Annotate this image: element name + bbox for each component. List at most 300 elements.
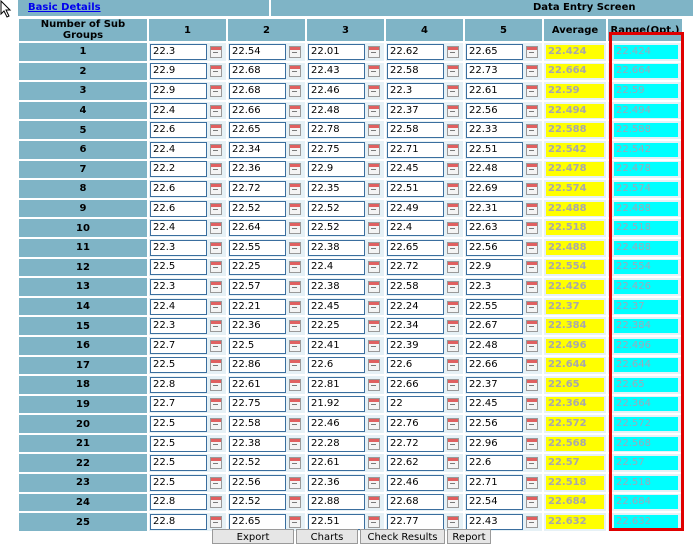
value-input[interactable] [308, 475, 365, 491]
value-text: 22.71 [390, 143, 419, 155]
value-input[interactable] [308, 338, 365, 354]
value-input[interactable] [466, 142, 523, 158]
value-input[interactable] [308, 436, 365, 452]
value-input[interactable] [387, 122, 444, 138]
value-input[interactable] [150, 338, 207, 354]
value-input[interactable] [229, 63, 286, 79]
calendar-icon[interactable] [526, 398, 538, 410]
calendar-icon[interactable] [526, 124, 538, 136]
calendar-icon[interactable] [289, 398, 301, 410]
calendar-icon[interactable] [210, 457, 222, 469]
value-input[interactable] [466, 240, 523, 256]
range-value: 22.488 [614, 241, 678, 255]
value-input[interactable] [308, 396, 365, 412]
calendar-icon[interactable] [447, 398, 459, 410]
calendar-icon[interactable] [447, 65, 459, 77]
value-input[interactable] [466, 161, 523, 177]
calendar-icon[interactable] [210, 65, 222, 77]
value-input[interactable] [308, 142, 365, 158]
value-input[interactable] [150, 103, 207, 119]
value-input[interactable] [150, 299, 207, 315]
calendar-icon[interactable] [447, 183, 459, 195]
calendar-icon[interactable] [368, 261, 380, 273]
calendar-icon[interactable] [447, 516, 459, 528]
value-input[interactable] [466, 103, 523, 119]
calendar-icon[interactable] [526, 477, 538, 489]
value-input[interactable] [229, 201, 286, 217]
header-col-4: 4 [386, 19, 463, 41]
value-cell [149, 82, 226, 100]
value-input[interactable] [466, 44, 523, 60]
value-input[interactable] [150, 122, 207, 138]
value-input[interactable] [229, 455, 286, 471]
value-input[interactable] [387, 63, 444, 79]
value-input[interactable] [150, 455, 207, 471]
range-cell [608, 494, 682, 512]
calendar-icon[interactable] [368, 105, 380, 117]
calendar-icon[interactable] [289, 418, 301, 430]
calendar-icon[interactable] [526, 281, 538, 293]
value-input[interactable] [229, 142, 286, 158]
value-input[interactable] [308, 357, 365, 373]
average-value: 22.496 [546, 339, 604, 353]
calendar-icon[interactable] [368, 65, 380, 77]
calendar-icon[interactable] [368, 222, 380, 234]
calendar-icon[interactable] [289, 477, 301, 489]
calendar-icon[interactable] [289, 144, 301, 156]
value-text: 22.41 [311, 339, 340, 351]
calendar-icon[interactable] [210, 261, 222, 273]
value-input[interactable] [387, 514, 444, 530]
value-input[interactable] [308, 83, 365, 99]
value-input[interactable] [229, 181, 286, 197]
calendar-icon[interactable] [289, 320, 301, 332]
value-input[interactable] [229, 279, 286, 295]
value-text: 22.55 [469, 300, 498, 312]
value-text: 22.45 [390, 163, 419, 175]
value-input[interactable] [308, 220, 365, 236]
calendar-icon[interactable] [289, 340, 301, 352]
calendar-icon[interactable] [368, 477, 380, 489]
calendar-icon[interactable] [526, 144, 538, 156]
average-cell [544, 396, 606, 414]
calendar-icon[interactable] [447, 222, 459, 234]
calendar-icon[interactable] [289, 281, 301, 293]
value-input[interactable] [150, 318, 207, 334]
value-input[interactable] [308, 240, 365, 256]
value-input[interactable] [387, 161, 444, 177]
calendar-icon[interactable] [447, 438, 459, 450]
subgroup-number: 15 [19, 317, 147, 335]
value-input[interactable] [229, 220, 286, 236]
check-results-button[interactable]: Check Results [360, 529, 445, 544]
calendar-icon[interactable] [526, 301, 538, 313]
value-input[interactable] [387, 279, 444, 295]
value-input[interactable] [229, 299, 286, 315]
value-input[interactable] [150, 83, 207, 99]
calendar-icon[interactable] [368, 340, 380, 352]
value-cell [149, 435, 226, 453]
calendar-icon[interactable] [447, 124, 459, 136]
calendar-icon[interactable] [447, 477, 459, 489]
calendar-icon[interactable] [368, 281, 380, 293]
value-input[interactable] [466, 455, 523, 471]
calendar-icon[interactable] [526, 222, 538, 234]
value-input[interactable] [150, 259, 207, 275]
calendar-icon[interactable] [210, 477, 222, 489]
value-input[interactable] [308, 201, 365, 217]
calendar-icon[interactable] [210, 301, 222, 313]
value-input[interactable] [150, 279, 207, 295]
calendar-icon[interactable] [526, 105, 538, 117]
calendar-icon[interactable] [526, 320, 538, 332]
table-row [19, 43, 682, 61]
value-input[interactable] [308, 259, 365, 275]
calendar-icon[interactable] [447, 281, 459, 293]
value-input[interactable] [150, 240, 207, 256]
value-text: 22.67 [469, 320, 498, 332]
calendar-icon[interactable] [289, 65, 301, 77]
subgroup-number: 19 [19, 396, 147, 414]
calendar-icon[interactable] [447, 496, 459, 508]
calendar-icon[interactable] [289, 359, 301, 371]
value-input[interactable] [466, 259, 523, 275]
value-input[interactable] [308, 103, 365, 119]
value-input[interactable] [387, 220, 444, 236]
calendar-icon[interactable] [210, 418, 222, 430]
value-text: 22.58 [390, 280, 419, 292]
value-input[interactable] [229, 494, 286, 510]
value-input[interactable] [466, 377, 523, 393]
value-input[interactable] [308, 377, 365, 393]
calendar-icon[interactable] [368, 242, 380, 254]
value-input[interactable] [229, 83, 286, 99]
value-input[interactable] [229, 338, 286, 354]
calendar-icon[interactable] [526, 379, 538, 391]
value-input[interactable] [387, 44, 444, 60]
value-input[interactable] [150, 416, 207, 432]
average-value: 22.488 [546, 202, 604, 216]
subgroup-number: 22 [19, 454, 147, 472]
value-input[interactable] [387, 103, 444, 119]
calendar-icon[interactable] [289, 85, 301, 97]
value-input[interactable] [150, 201, 207, 217]
range-cell [608, 102, 682, 120]
value-input[interactable] [229, 103, 286, 119]
average-value: 22.426 [546, 280, 604, 294]
calendar-icon[interactable] [447, 418, 459, 430]
value-input[interactable] [308, 161, 365, 177]
calendar-icon[interactable] [368, 398, 380, 410]
value-input[interactable] [387, 396, 444, 412]
value-input[interactable] [229, 436, 286, 452]
value-text: 22.71 [469, 476, 498, 488]
calendar-icon[interactable] [368, 516, 380, 528]
value-input[interactable] [466, 318, 523, 334]
calendar-icon[interactable] [447, 85, 459, 97]
calendar-icon[interactable] [447, 359, 459, 371]
calendar-icon[interactable] [210, 496, 222, 508]
value-input[interactable] [150, 377, 207, 393]
basic-details-link[interactable]: Basic Details [28, 2, 101, 13]
calendar-icon[interactable] [289, 163, 301, 175]
calendar-icon[interactable] [447, 242, 459, 254]
value-input[interactable] [387, 475, 444, 491]
value-input[interactable] [466, 83, 523, 99]
average-value: 22.684 [546, 495, 604, 509]
table-row [19, 200, 682, 218]
average-value: 22.59 [546, 84, 604, 98]
calendar-icon[interactable] [526, 65, 538, 77]
value-input[interactable] [150, 475, 207, 491]
calendar-icon[interactable] [368, 379, 380, 391]
calendar-icon[interactable] [210, 516, 222, 528]
calendar-icon[interactable] [289, 222, 301, 234]
calendar-icon[interactable] [526, 261, 538, 273]
value-input[interactable] [150, 63, 207, 79]
calendar-icon[interactable] [289, 261, 301, 273]
value-input[interactable] [466, 63, 523, 79]
calendar-icon[interactable] [289, 301, 301, 313]
calendar-icon[interactable] [526, 340, 538, 352]
calendar-icon[interactable] [526, 438, 538, 450]
value-input[interactable] [150, 514, 207, 530]
calendar-icon[interactable] [210, 144, 222, 156]
value-input[interactable] [150, 396, 207, 412]
calendar-icon[interactable] [368, 46, 380, 58]
calendar-icon[interactable] [210, 85, 222, 97]
calendar-icon[interactable] [368, 144, 380, 156]
calendar-icon[interactable] [210, 222, 222, 234]
calendar-icon[interactable] [210, 359, 222, 371]
value-input[interactable] [387, 436, 444, 452]
calendar-icon[interactable] [368, 438, 380, 450]
calendar-icon[interactable] [526, 242, 538, 254]
value-input[interactable] [308, 181, 365, 197]
value-input[interactable] [466, 299, 523, 315]
calendar-icon[interactable] [526, 203, 538, 215]
value-input[interactable] [229, 396, 286, 412]
value-input[interactable] [387, 142, 444, 158]
calendar-icon[interactable] [210, 124, 222, 136]
value-input[interactable] [150, 220, 207, 236]
calendar-icon[interactable] [368, 457, 380, 469]
value-input[interactable] [150, 44, 207, 60]
value-text: 22.69 [469, 182, 498, 194]
calendar-icon[interactable] [210, 242, 222, 254]
calendar-icon[interactable] [289, 105, 301, 117]
value-input[interactable] [229, 161, 286, 177]
calendar-icon[interactable] [368, 301, 380, 313]
value-input[interactable] [308, 279, 365, 295]
value-cell [307, 357, 384, 375]
calendar-icon[interactable] [210, 46, 222, 58]
calendar-icon[interactable] [447, 379, 459, 391]
range-cell [608, 180, 682, 198]
value-text: 22.75 [232, 398, 261, 410]
range-cell [608, 278, 682, 296]
calendar-icon[interactable] [447, 301, 459, 313]
value-input[interactable] [229, 416, 286, 432]
calendar-icon[interactable] [447, 46, 459, 58]
calendar-icon[interactable] [526, 85, 538, 97]
value-input[interactable] [466, 122, 523, 138]
value-input[interactable] [466, 494, 523, 510]
calendar-icon[interactable] [289, 242, 301, 254]
value-input[interactable] [387, 83, 444, 99]
calendar-icon[interactable] [368, 320, 380, 332]
calendar-icon[interactable] [210, 203, 222, 215]
value-input[interactable] [387, 181, 444, 197]
calendar-icon[interactable] [368, 359, 380, 371]
calendar-icon[interactable] [289, 203, 301, 215]
value-cell [465, 219, 542, 237]
value-input[interactable] [229, 514, 286, 530]
calendar-icon[interactable] [289, 379, 301, 391]
value-cell [307, 102, 384, 120]
value-input[interactable] [466, 436, 523, 452]
value-input[interactable] [466, 416, 523, 432]
value-input[interactable] [308, 455, 365, 471]
calendar-icon[interactable] [210, 438, 222, 450]
value-cell [307, 376, 384, 394]
calendar-icon[interactable] [447, 163, 459, 175]
value-input[interactable] [308, 44, 365, 60]
value-input[interactable] [387, 416, 444, 432]
value-input[interactable] [466, 396, 523, 412]
value-input[interactable] [229, 122, 286, 138]
value-cell [228, 357, 305, 375]
calendar-icon[interactable] [289, 438, 301, 450]
calendar-icon[interactable] [447, 457, 459, 469]
value-input[interactable] [387, 455, 444, 471]
calendar-icon[interactable] [289, 46, 301, 58]
value-input[interactable] [387, 338, 444, 354]
value-input[interactable] [387, 299, 444, 315]
value-input[interactable] [387, 377, 444, 393]
calendar-icon[interactable] [368, 496, 380, 508]
value-input[interactable] [308, 514, 365, 530]
calendar-icon[interactable] [210, 183, 222, 195]
calendar-icon[interactable] [289, 516, 301, 528]
range-value: 22.572 [614, 417, 678, 431]
value-input[interactable] [150, 436, 207, 452]
range-value: 22.37 [614, 300, 678, 314]
value-cell [307, 317, 384, 335]
value-input[interactable] [387, 318, 444, 334]
calendar-icon[interactable] [447, 105, 459, 117]
value-input[interactable] [229, 357, 286, 373]
value-input[interactable] [466, 514, 523, 530]
value-input[interactable] [466, 357, 523, 373]
value-cell [228, 317, 305, 335]
value-input[interactable] [308, 122, 365, 138]
value-input[interactable] [229, 44, 286, 60]
value-input[interactable] [229, 475, 286, 491]
value-input[interactable] [387, 494, 444, 510]
calendar-icon[interactable] [210, 320, 222, 332]
value-input[interactable] [466, 338, 523, 354]
value-input[interactable] [308, 299, 365, 315]
value-input[interactable] [229, 259, 286, 275]
calendar-icon[interactable] [210, 163, 222, 175]
subgroup-number: 16 [19, 337, 147, 355]
value-input[interactable] [387, 357, 444, 373]
value-input[interactable] [466, 279, 523, 295]
report-button[interactable]: Report [447, 529, 491, 544]
value-input[interactable] [308, 416, 365, 432]
value-input[interactable] [466, 201, 523, 217]
calendar-icon[interactable] [447, 261, 459, 273]
calendar-icon[interactable] [447, 144, 459, 156]
calendar-icon[interactable] [526, 418, 538, 430]
calendar-icon[interactable] [447, 340, 459, 352]
value-input[interactable] [387, 259, 444, 275]
table-row [19, 376, 682, 394]
average-cell [544, 435, 606, 453]
calendar-icon[interactable] [210, 281, 222, 293]
calendar-icon[interactable] [210, 379, 222, 391]
calendar-icon[interactable] [289, 183, 301, 195]
calendar-icon[interactable] [447, 320, 459, 332]
value-input[interactable] [308, 63, 365, 79]
value-input[interactable] [466, 220, 523, 236]
value-input[interactable] [387, 240, 444, 256]
value-input[interactable] [466, 475, 523, 491]
calendar-icon[interactable] [289, 124, 301, 136]
value-input[interactable] [229, 377, 286, 393]
value-cell [465, 474, 542, 492]
calendar-icon[interactable] [210, 105, 222, 117]
value-text: 22.48 [311, 104, 340, 116]
calendar-icon[interactable] [526, 457, 538, 469]
export-button[interactable]: Export [212, 529, 294, 544]
calendar-icon[interactable] [526, 359, 538, 371]
calendar-icon[interactable] [289, 496, 301, 508]
value-input[interactable] [387, 201, 444, 217]
calendar-icon[interactable] [526, 46, 538, 58]
calendar-icon[interactable] [210, 340, 222, 352]
calendar-icon[interactable] [526, 516, 538, 528]
range-cell [608, 337, 682, 355]
calendar-icon[interactable] [526, 183, 538, 195]
value-input[interactable] [150, 181, 207, 197]
calendar-icon[interactable] [210, 398, 222, 410]
value-input[interactable] [466, 181, 523, 197]
value-text: 22.68 [232, 84, 261, 96]
calendar-icon[interactable] [368, 163, 380, 175]
calendar-icon[interactable] [526, 163, 538, 175]
calendar-icon[interactable] [368, 183, 380, 195]
value-input[interactable] [229, 318, 286, 334]
value-input[interactable] [150, 142, 207, 158]
calendar-icon[interactable] [289, 457, 301, 469]
calendar-icon[interactable] [526, 496, 538, 508]
value-input[interactable] [308, 318, 365, 334]
calendar-icon[interactable] [368, 124, 380, 136]
value-input[interactable] [308, 494, 365, 510]
average-value: 22.542 [546, 143, 604, 157]
charts-button[interactable]: Charts [296, 529, 358, 544]
calendar-icon[interactable] [368, 418, 380, 430]
value-input[interactable] [150, 494, 207, 510]
calendar-icon[interactable] [368, 203, 380, 215]
value-input[interactable] [150, 161, 207, 177]
calendar-icon[interactable] [368, 85, 380, 97]
value-input[interactable] [150, 357, 207, 373]
value-input[interactable] [229, 240, 286, 256]
calendar-icon[interactable] [447, 203, 459, 215]
